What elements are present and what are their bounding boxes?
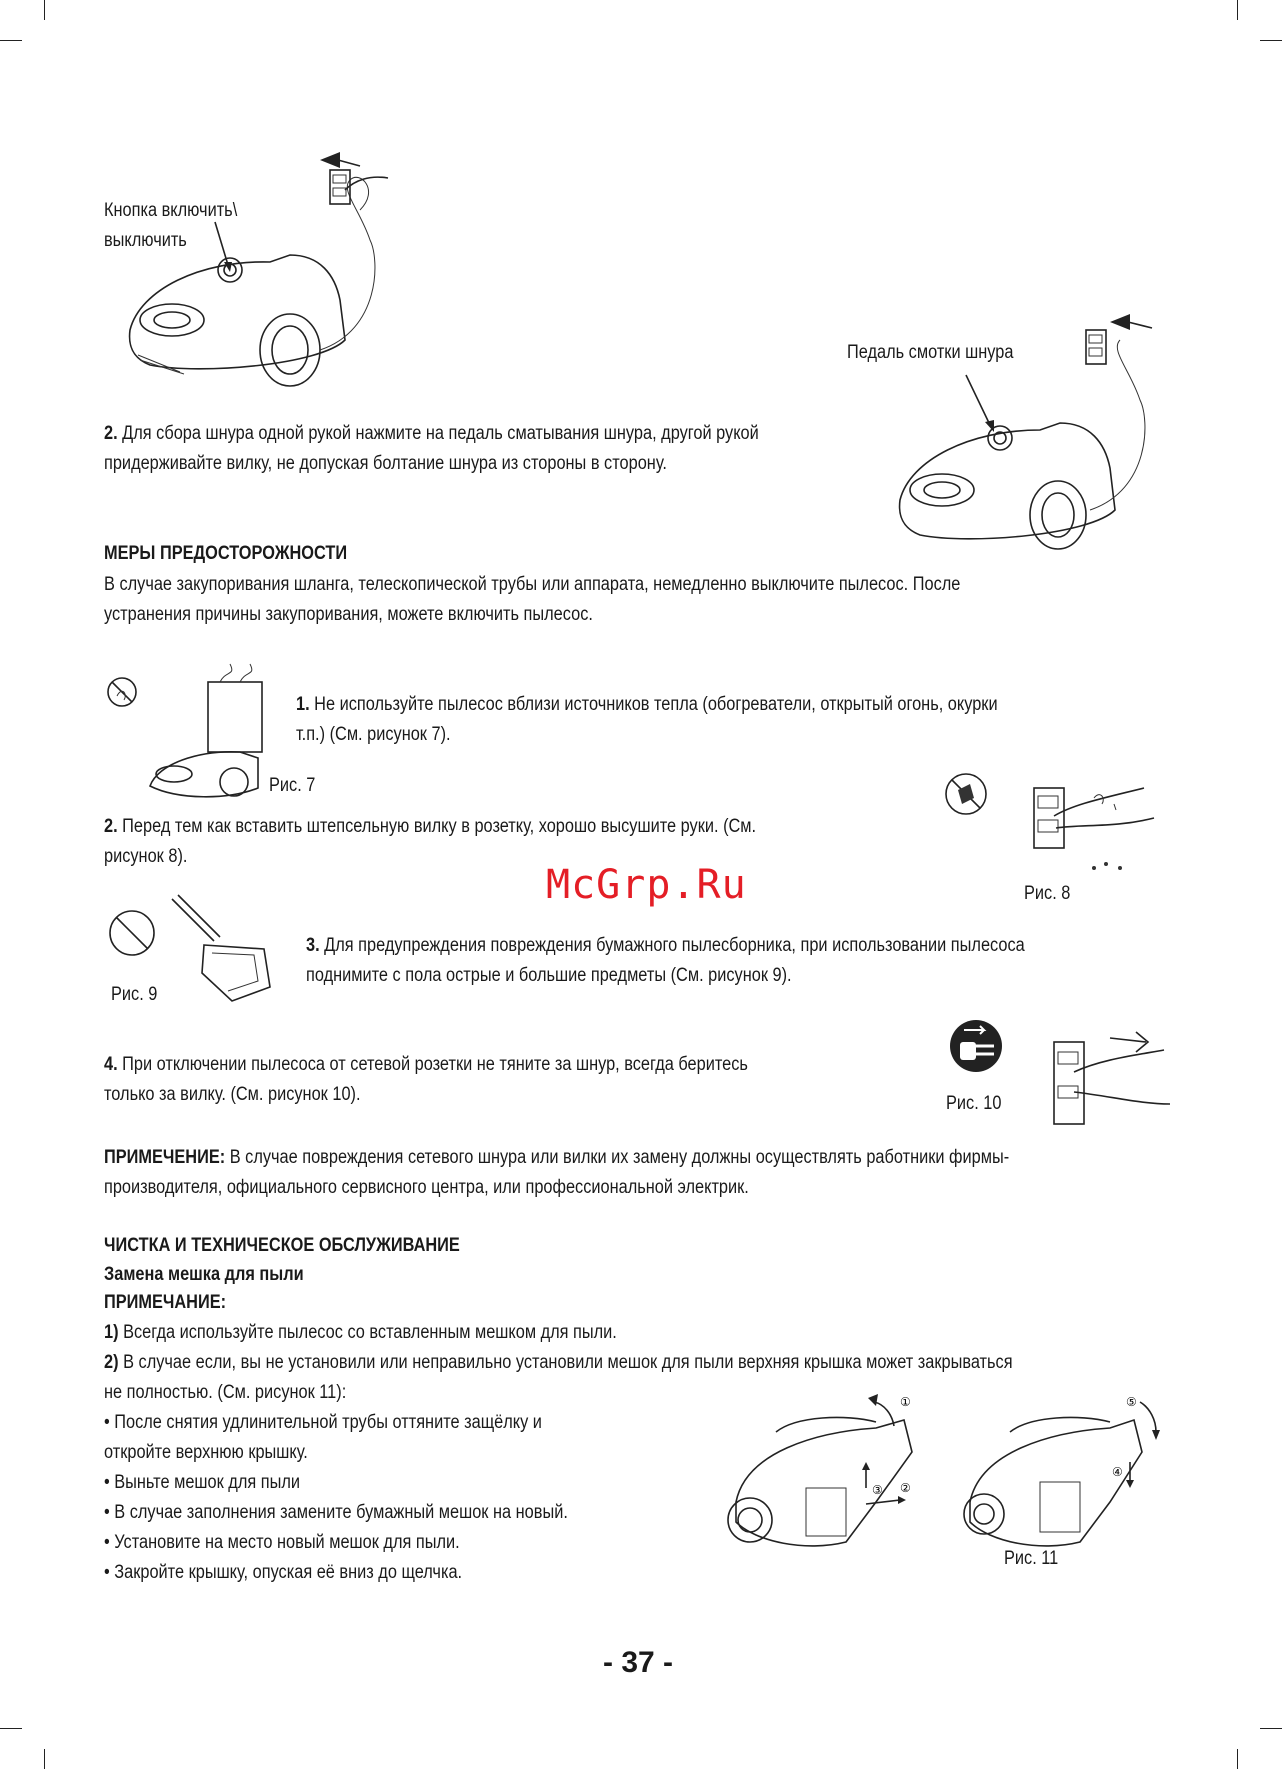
precautions-intro-line-1: В случае закупоривания шланга, телескопической трубы или аппарата, немедленно выключите пылесос. После [104,574,961,595]
power-button-label-1: Кнопка включить\ [104,200,238,221]
fig8-caption: Рис. 8 [1024,883,1071,904]
fig10-caption: Рис. 10 [946,1093,1002,1114]
crop-mark [1260,40,1282,41]
crop-mark [44,1749,45,1769]
fig7-caption: Рис. 7 [269,775,316,796]
fig11-step-5: ⑤ [1126,1395,1137,1409]
fig11-step-3: ③ [872,1483,883,1497]
cleaning-note-label: ПРИМЕЧАНИЕ: [104,1292,227,1313]
cleaning-note-1: 1) Всегда используйте пылесос со вставленным мешком для пыли. [104,1322,617,1343]
page-number: - 37 - [603,1646,674,1679]
note-line-1: ПРИМЕЧЕНИЕ: В случае повреждения сетевого шнура или вилки их замену должны осуществлять работники фирмы- [104,1147,1010,1168]
fig11-step-1: ① [900,1395,911,1409]
bullet-1-line-1: • После снятия удлинительной трубы оттяните защёлку и [104,1412,542,1433]
precautions-intro-line-2: устранения причины закупоривания, можете включить пылесос. [104,604,593,625]
watermark: McGrp.Ru [546,862,747,908]
power-button-label-2: выключить [104,230,187,251]
precaution-2-line-2: рисунок 8). [104,846,188,867]
fig11-bag-replacement-illustration [716,1392,1196,1552]
precaution-2-line-1: 2. Перед тем как вставить штепсельную вилку в розетку, хорошо высушите руки. (См. [104,816,757,837]
fig8-dry-hands-illustration [944,768,1174,878]
crop-mark [1237,0,1238,20]
vacuum-power-illustration [120,150,420,410]
bullet-1-line-2: откройте верхнюю крышку. [104,1442,308,1463]
bullet-3: • В случае заполнения замените бумажный мешок на новый. [104,1502,568,1523]
cord-instruction-line-2: придерживайте вилку, не допуская болтание шнура из стороны в сторону. [104,453,667,474]
precaution-4-line-2: только за вилку. (См. рисунок 10). [104,1084,361,1105]
precaution-4-line-1: 4. При отключении пылесоса от сетевой розетки не тяните за шнур, всегда беритесь [104,1054,748,1075]
precautions-heading: МЕРЫ ПРЕДОСТОРОЖНОСТИ [104,543,348,564]
bullet-5: • Закройте крышку, опуская её вниз до щелчка. [104,1562,463,1583]
precaution-1-line-1: 1. Не используйте пылесос вблизи источников тепла (обогреватели, открытый огонь, окурки [296,694,998,715]
fig11-step-2: ② [900,1481,911,1495]
crop-mark [44,0,45,20]
note-line-2: производителя, официального сервисного центра, или профессиональной электрик. [104,1177,749,1198]
fig11-step-4: ④ [1112,1465,1123,1479]
crop-mark [1260,1728,1282,1729]
dust-bag-subheading: Замена мешка для пыли [104,1264,304,1285]
fig9-caption: Рис. 9 [111,984,158,1005]
cleaning-note-2-line-2: не полностью. (См. рисунок 11): [104,1382,347,1403]
crop-mark [1237,1749,1238,1769]
cleaning-note-2-line-1: 2) В случае если, вы не установили или неправильно установили мешок для пыли верхняя крышка может закрываться [104,1352,1013,1373]
cord-pedal-label: Педаль смотки шнура [847,342,1014,363]
fig11-caption: Рис. 11 [1004,1548,1059,1569]
fig7-heat-source-illustration [108,668,288,798]
bullet-2: • Выньте мешок для пыли [104,1472,301,1493]
bullet-4: • Установите на место новый мешок для пыли. [104,1532,460,1553]
precaution-3-line-2: поднимите с пола острые и большие предметы (См. рисунок 9). [306,965,792,986]
cord-instruction-line-1: 2. Для сбора шнура одной рукой нажмите на педаль сматывания шнура, другой рукой [104,423,759,444]
crop-mark [0,40,22,41]
crop-mark [0,1728,22,1729]
precaution-3-line-1: 3. Для предупреждения повреждения бумажного пылесборника, при использовании пылесоса [306,935,1025,956]
precaution-1-line-2: т.п.) (См. рисунок 7). [296,724,451,745]
vacuum-pedal-illustration [890,300,1170,540]
cleaning-heading: ЧИСТКА И ТЕХНИЧЕСКОЕ ОБСЛУЖИВАНИЕ [104,1235,460,1256]
